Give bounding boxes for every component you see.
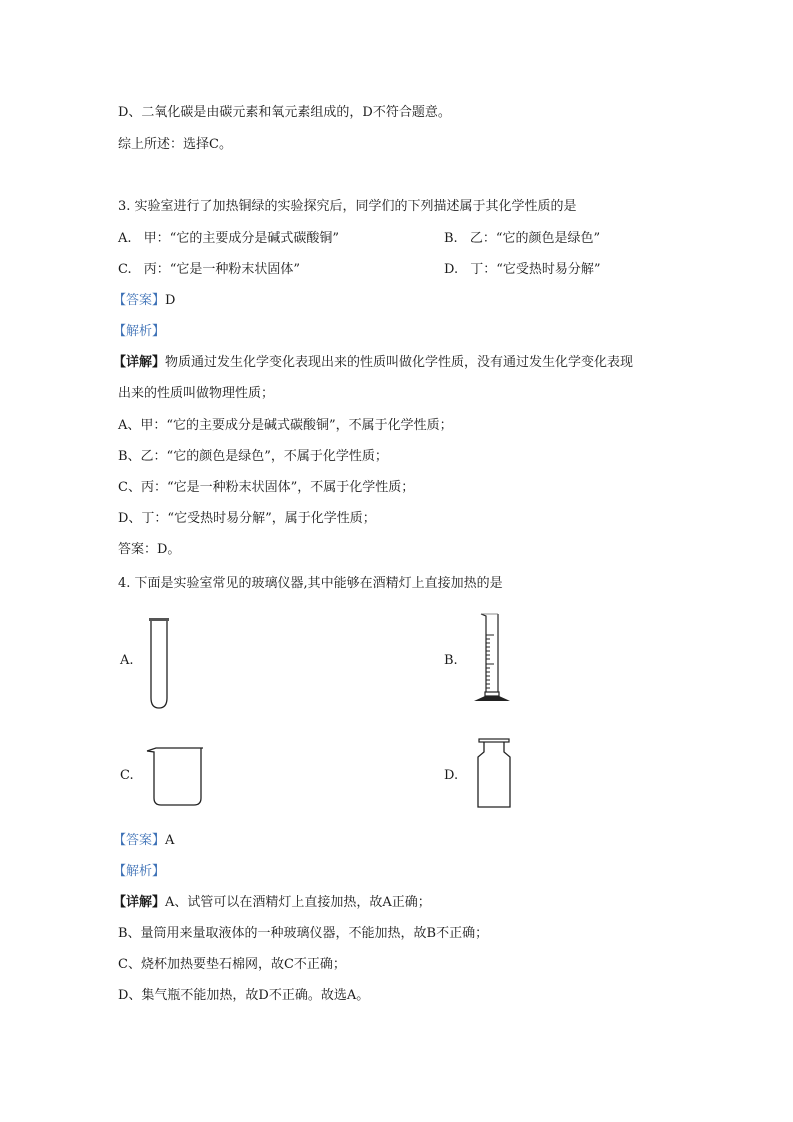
q3-option-b-text: 乙：“它的颜色是绿色” <box>469 231 601 246</box>
q3-detail-conclusion: 答案：D。 <box>118 542 181 557</box>
q4-option-a-label: A. <box>120 653 134 668</box>
q3-detail-line-c: C、丙：“它是一种粉末状固体”，不属于化学性质； <box>118 480 415 495</box>
q3-answer-value: D <box>165 293 176 308</box>
q4-answer <box>113 832 174 850</box>
q4-detail-tag: 【详解】 <box>113 895 166 910</box>
q3-answer <box>113 292 175 310</box>
prev-option-d-explanation: D、二氧化碳是由碳元素和氧元素组成的，D不符合题意。 <box>118 105 451 120</box>
q4-option-d-label: D. <box>444 768 459 783</box>
q3-option-c <box>118 261 300 279</box>
q4-answer-value: A <box>165 833 175 848</box>
q3-detail-line-1 <box>113 354 633 372</box>
q3-detail-text-1: 物质通过发生化学变化表现出来的性质叫做化学性质，没有通过发生化学变化表现 <box>165 355 634 370</box>
q3-option-b-label: B. <box>444 231 458 246</box>
q3-option-d-label: D. <box>444 262 459 277</box>
q3-answer-tag: 【答案】 <box>113 293 166 308</box>
q3-option-c-text: 丙：“它是一种粉末状固体” <box>143 262 301 277</box>
q3-analysis-tag: 【解析】 <box>113 324 166 339</box>
q4-detail-line-d: D、集气瓶不能加热，故D不正确。故选A。 <box>118 988 370 1003</box>
q3-detail-line-b: B、乙：“它的颜色是绿色”，不属于化学性质； <box>118 449 388 464</box>
q3-option-a <box>118 230 339 248</box>
q3-option-b <box>444 230 600 248</box>
q3-detail-line-d: D、丁：“它受热时易分解”，属于化学性质； <box>118 511 376 526</box>
q4-option-c-label: C. <box>120 768 134 783</box>
q4-detail-text-a: A、试管可以在酒精灯上直接加热，故A正确； <box>165 895 431 910</box>
test-tube-icon <box>148 618 170 710</box>
q3-stem: 3. 实验室进行了加热铜绿的实验探究后，同学们的下列描述属于其化学性质的是 <box>118 199 577 214</box>
q3-option-d-text: 丁：“它受热时易分解” <box>470 262 601 277</box>
q4-detail-line-a <box>113 894 431 912</box>
q3-option-d <box>444 261 601 279</box>
prev-summary: 综上所述：选择C。 <box>118 137 232 152</box>
beaker-icon <box>145 746 205 808</box>
q3-detail-tag: 【详解】 <box>113 355 166 370</box>
q3-detail-line-2: 出来的性质叫做物理性质； <box>118 386 275 401</box>
q3-detail-line-a: A、甲：“它的主要成分是碱式碳酸铜”，不属于化学性质； <box>118 418 453 433</box>
graduated-cylinder-icon <box>472 612 512 704</box>
q4-answer-tag: 【答案】 <box>113 833 166 848</box>
q3-option-a-text: 甲：“它的主要成分是碱式碳酸铜” <box>143 231 339 246</box>
q4-detail-line-c: C、烧杯加热要垫石棉网，故C不正确； <box>118 957 346 972</box>
q4-detail-line-b: B、量筒用来量取液体的一种玻璃仪器，不能加热，故B不正确； <box>118 926 489 941</box>
q4-analysis-tag: 【解析】 <box>113 864 166 879</box>
gas-collecting-bottle-icon <box>476 737 512 809</box>
q3-option-c-label: C. <box>118 262 132 277</box>
q4-option-b-label: B. <box>444 653 458 668</box>
q4-stem: 4. 下面是实验室常见的玻璃仪器,其中能够在酒精灯上直接加热的是 <box>118 576 503 591</box>
q3-option-a-label: A. <box>118 231 132 246</box>
